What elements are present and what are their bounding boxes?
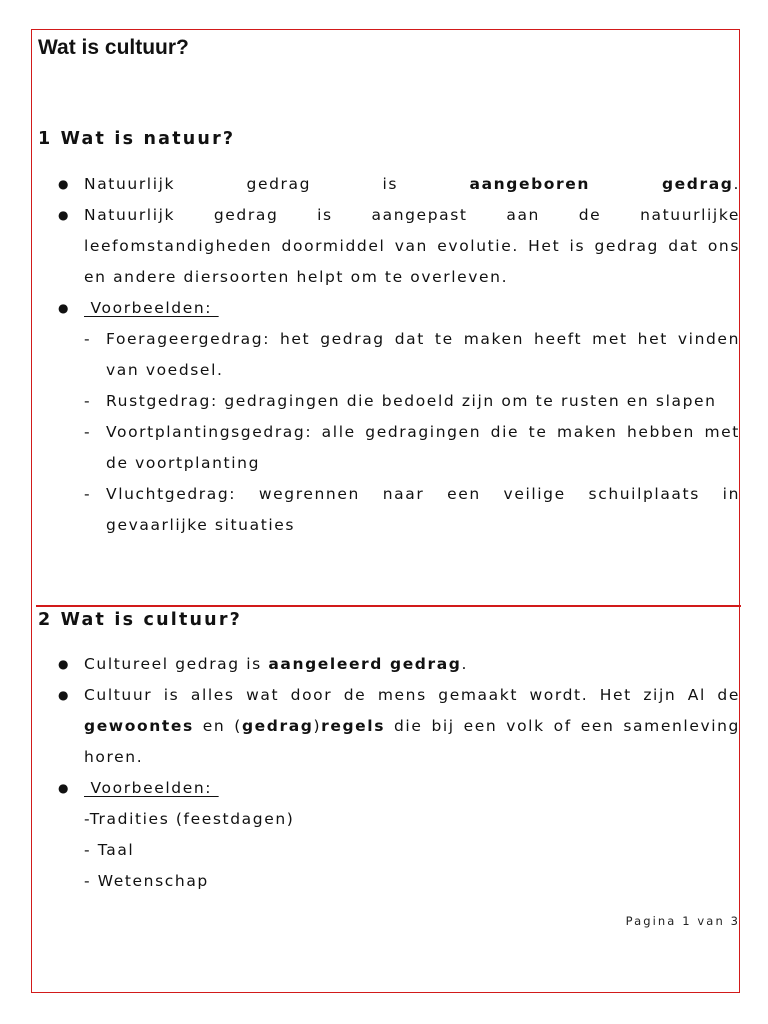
bullet-icon: ● <box>58 781 71 795</box>
examples-item <box>0 773 740 804</box>
example-text: Voortplantingsgedrag: alle gedragingen die te maken hebben met de voortplanting <box>106 423 740 472</box>
section-divider <box>36 605 741 607</box>
bullet-icon: ● <box>58 177 71 191</box>
bullet-text: die bij een volk of een samenleving horen. <box>84 717 740 766</box>
section-heading-natuur: 1 Wat is natuur? <box>38 129 236 149</box>
bullet-text: Natuurlijk gedrag is <box>84 175 470 193</box>
examples-sublist <box>0 324 740 541</box>
examples-label: Voorbeelden: <box>84 779 219 797</box>
bullet-text: Cultuur is alles wat door de mens gemaakt wordt. Het zijn Al de <box>84 686 740 704</box>
examples-item <box>0 293 740 541</box>
bold-term: aangeboren gedrag <box>469 175 734 193</box>
example-item <box>0 417 740 479</box>
bullet-text-suffix: . <box>461 655 469 673</box>
example-item: - Taal <box>84 841 135 859</box>
example-item: - Wetenschap <box>84 872 209 890</box>
example-item <box>0 386 740 417</box>
example-text: Foerageergedrag: het gedrag dat te maken heeft met het vinden van voedsel. <box>106 330 740 379</box>
example-item <box>0 479 740 541</box>
list-item <box>0 169 740 200</box>
bullet-icon: ● <box>58 657 71 671</box>
cultuur-list <box>0 649 768 897</box>
example-item <box>0 324 740 386</box>
page-number: Pagina 1 van 3 <box>625 914 740 928</box>
examples-label: Voorbeelden: <box>84 299 219 317</box>
list-item <box>0 680 740 773</box>
bullet-text: Natuurlijk gedrag is aangepast aan de natuurlijke leefomstandigheden doormiddel van evolutie. Het is gedrag dat ons en andere diersoorten helpt om te overleven. <box>84 206 740 286</box>
dash-icon: - <box>84 392 92 410</box>
example-item: -Tradities (feestdagen) <box>84 810 295 828</box>
section-heading-cultuur: 2 Wat is cultuur? <box>38 610 243 630</box>
bullet-icon: ● <box>58 208 71 222</box>
bullet-text: en ( <box>193 717 242 735</box>
example-text: Vluchtgedrag: wegrennen naar een veilige schuilplaats in gevaarlijke situaties <box>106 485 740 534</box>
list-item <box>0 200 740 293</box>
example-text: Rustgedrag: gedragingen die bedoeld zijn om te rusten en slapen <box>106 392 717 410</box>
natuur-list <box>0 169 768 541</box>
bold-term: gedrag <box>241 717 314 735</box>
document-title: Wat is cultuur? <box>38 36 189 59</box>
dash-icon: - <box>84 485 92 503</box>
bullet-text: ) <box>313 717 322 735</box>
dash-icon: - <box>84 423 92 441</box>
bullet-icon: ● <box>58 301 71 315</box>
list-item <box>0 649 740 680</box>
bullet-text-suffix: . <box>733 175 740 193</box>
bullet-text: Cultureel gedrag is <box>84 655 269 673</box>
bold-term: regels <box>321 717 386 735</box>
dash-icon: - <box>84 330 92 348</box>
bold-term: gewoontes <box>84 717 194 735</box>
bold-term: aangeleerd gedrag <box>268 655 462 673</box>
bullet-icon: ● <box>58 688 71 702</box>
